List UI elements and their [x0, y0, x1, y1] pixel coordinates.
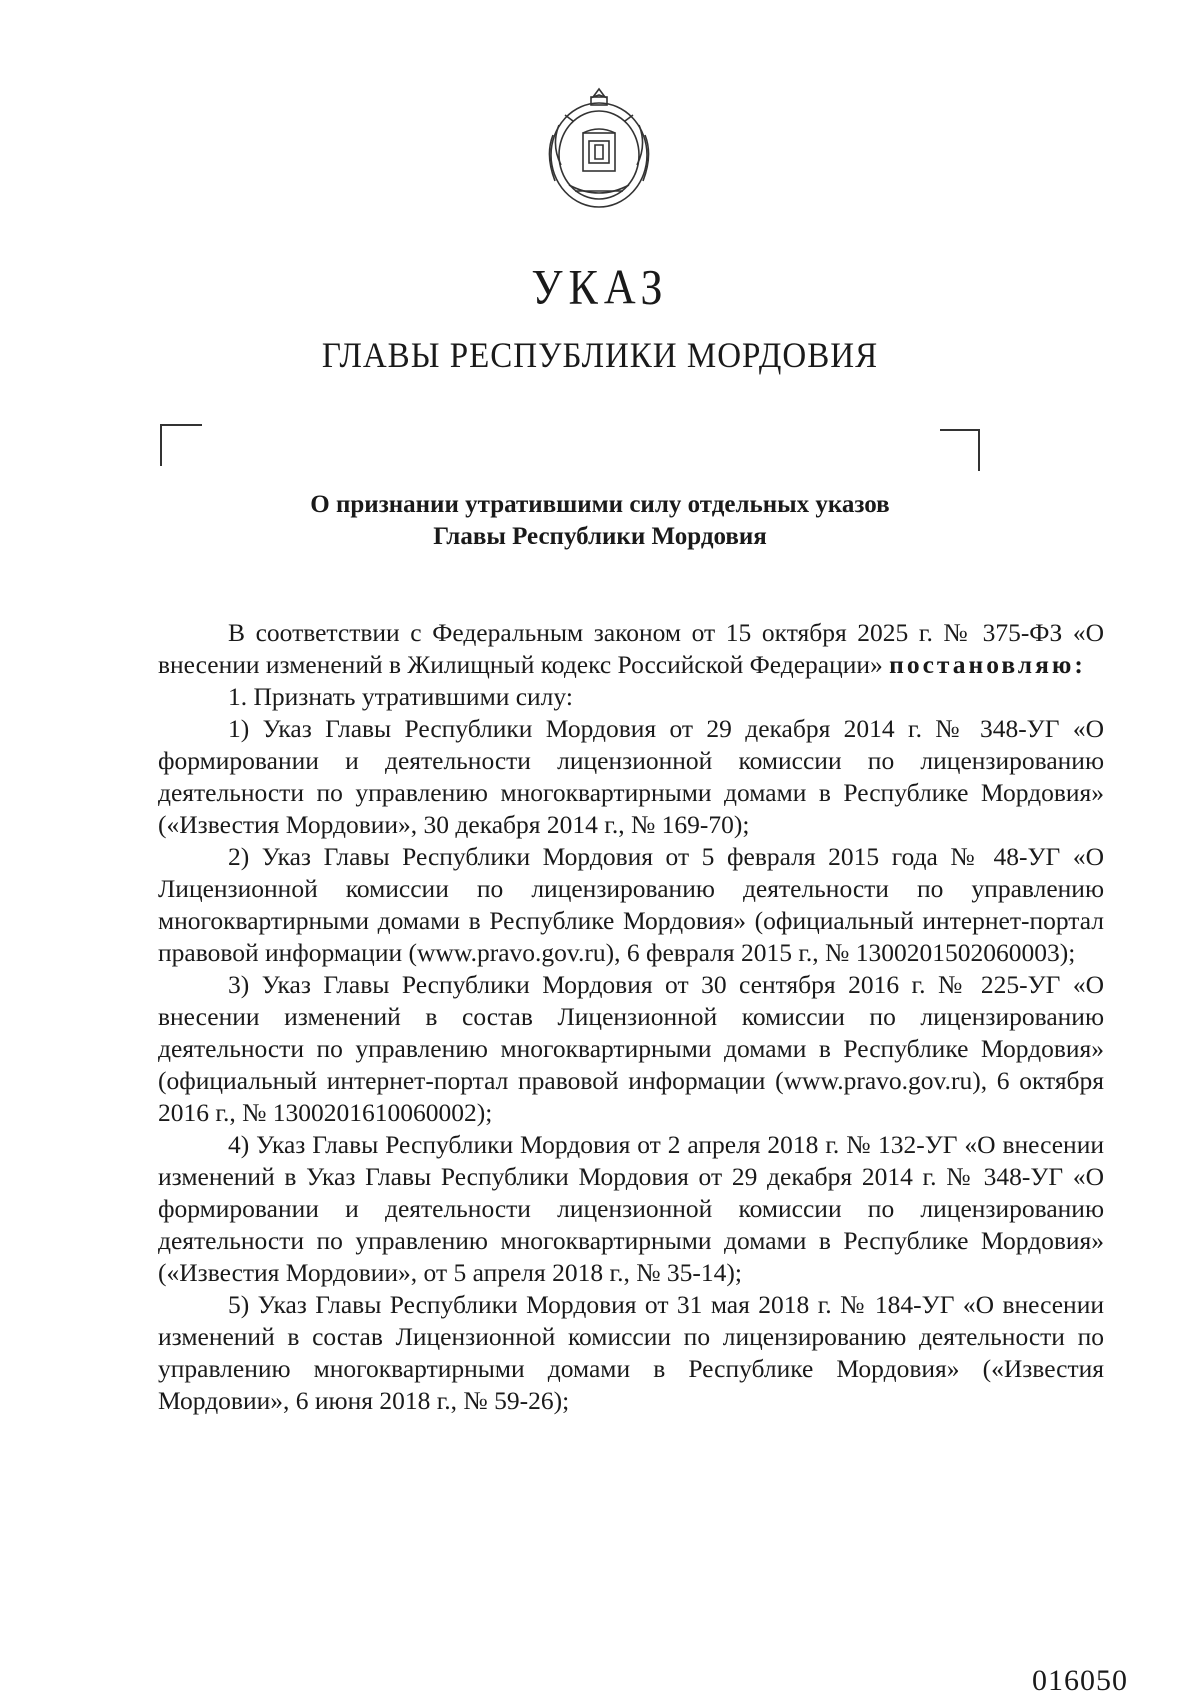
document-number: 016050 [1032, 1664, 1128, 1697]
list-item: 1) Указ Главы Республики Мордовия от 29 декабря 2014 г. № 348-УГ «О формировании и деятельности лицензионной комиссии по лицензированию деятельности по управлению многоквартирными домами в Республике Мордовия» («Известия Мордовии», 30 декабря 2014 г., № 169-70); [158, 714, 1104, 839]
list-item: 2) Указ Главы Республики Мордовия от 5 февраля 2015 года № 48-УГ «О Лицензионной комиссии по лицензированию деятельности по управлению многоквартирными домами в Республике Мордовия» (официальный интернет-портал правовой информации (www.pravo.gov.ru), 6 февраля 2015 г., № 1300201502060003); [158, 842, 1104, 967]
list-item: 5) Указ Главы Республики Мордовия от 31 мая 2018 г. № 184-УГ «О внесении изменений в состав Лицензионной комиссии по лицензированию деятельности по управлению многоквартирными домами в Республике Мордовия» («Известия Мордовии», 6 июня 2018 г., № 59-26); [158, 1290, 1104, 1415]
list-item: 4) Указ Главы Республики Мордовия от 2 апреля 2018 г. № 132-УГ «О внесении изменений в Указ Главы Республики Мордовия от 29 декабря 2014 г. № 348-УГ «О формировании и деятельности лицензионной комиссии по лицензированию деятельности по управлению многоквартирными домами в Республике Мордовия» («Известия Мордовии», от 5 апреля 2018 г., № 35-14); [158, 1130, 1104, 1287]
document-body [158, 617, 1104, 1417]
preamble-text: В соответствии с Федеральным законом от 15 октября 2025 г. № 375-ФЗ «О внесении изменений в Жилищный кодекс Российской Федерации» [158, 618, 1104, 679]
coat-of-arms-emblem [539, 85, 659, 213]
heading-line: Главы Республики Мордовия [433, 523, 767, 550]
corner-mark-left [160, 424, 202, 466]
preamble-paragraph [158, 617, 1104, 681]
document-heading [160, 489, 1040, 553]
list-item: 3) Указ Главы Республики Мордовия от 30 сентября 2016 г. № 225-УГ «О внесении изменений в состав Лицензионной комиссии по лицензированию деятельности по управлению многоквартирными домами в Республике Мордовия» (официальный интернет-портал правовой информации (www.pravo.gov.ru), 6 октября 2016 г., № 1300201610060002); [158, 970, 1104, 1127]
corner-mark-right [940, 429, 980, 471]
document-title: УКАЗ [531, 260, 669, 315]
heading-line: О признании утратившими силу отдельных указов [310, 491, 890, 518]
issuer-subtitle: ГЛАВЫ РЕСПУБЛИКИ МОРДОВИЯ [321, 336, 879, 376]
resolve-word: постановляю: [889, 650, 1086, 679]
point-1-paragraph: 1. Признать утратившими силу: [228, 682, 573, 711]
